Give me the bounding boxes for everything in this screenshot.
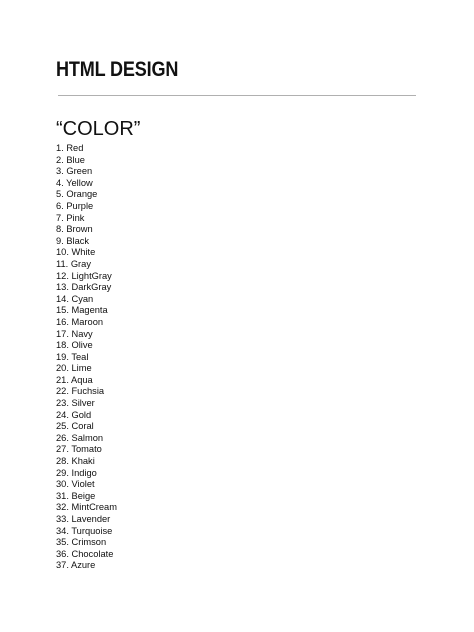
list-item: 3. Green — [56, 166, 93, 177]
list-item: 1. Red — [56, 143, 84, 153]
list-item: 22. Fuchsia — [56, 386, 105, 397]
list-item: 37. Azure — [56, 560, 96, 571]
list-item: 29. Indigo — [56, 467, 97, 478]
list-item: 36. Chocolate — [56, 548, 114, 559]
list-item: 25. Coral — [56, 421, 94, 432]
list-item: 17. Navy — [56, 328, 93, 339]
list-item: 11. Gray — [56, 258, 91, 269]
list-item: 14. Cyan — [56, 293, 94, 304]
list-item: 10. White — [56, 247, 96, 258]
list-item: 16. Maroon — [56, 316, 104, 327]
list-item: 6. Purple — [56, 200, 94, 211]
list-item: 20. Lime — [56, 363, 92, 374]
list-item: 27. Tomato — [56, 444, 102, 455]
list-item: 9. Black — [56, 235, 90, 246]
list-item: 2. Blue — [56, 154, 85, 165]
list-item: 13. DarkGray — [56, 282, 112, 293]
list-item: 8. Brown — [56, 224, 93, 235]
list-item: 15. Magenta — [56, 305, 108, 316]
list-item: 23. Silver — [56, 398, 95, 409]
list-item: 30. Violet — [56, 479, 95, 490]
list-item: 32. MintCream — [56, 502, 117, 513]
list-item: 26. Salmon — [56, 432, 104, 443]
list-item: 35. Crimson — [56, 537, 107, 548]
list-item: 28. Khaki — [56, 456, 95, 467]
list-item: 21. Aqua — [56, 374, 93, 385]
document-title: HTML DESIGN — [56, 58, 179, 81]
title-divider — [58, 95, 416, 96]
list-item: 34. Turquoise — [56, 525, 113, 536]
list-item: 18. Olive — [56, 340, 93, 351]
section-heading: “COLOR” — [56, 118, 141, 140]
list-item: 4. Yellow — [56, 177, 93, 188]
list-item: 5. Orange — [56, 189, 98, 200]
list-item: 24. Gold — [56, 409, 92, 420]
list-item: 33. Lavender — [56, 514, 111, 524]
list-item: 31. Beige — [56, 490, 96, 501]
list-item: 7. Pink — [56, 212, 85, 223]
list-item: 12. LightGray — [56, 270, 112, 281]
color-list — [56, 143, 117, 572]
list-item: 19. Teal — [56, 351, 89, 362]
